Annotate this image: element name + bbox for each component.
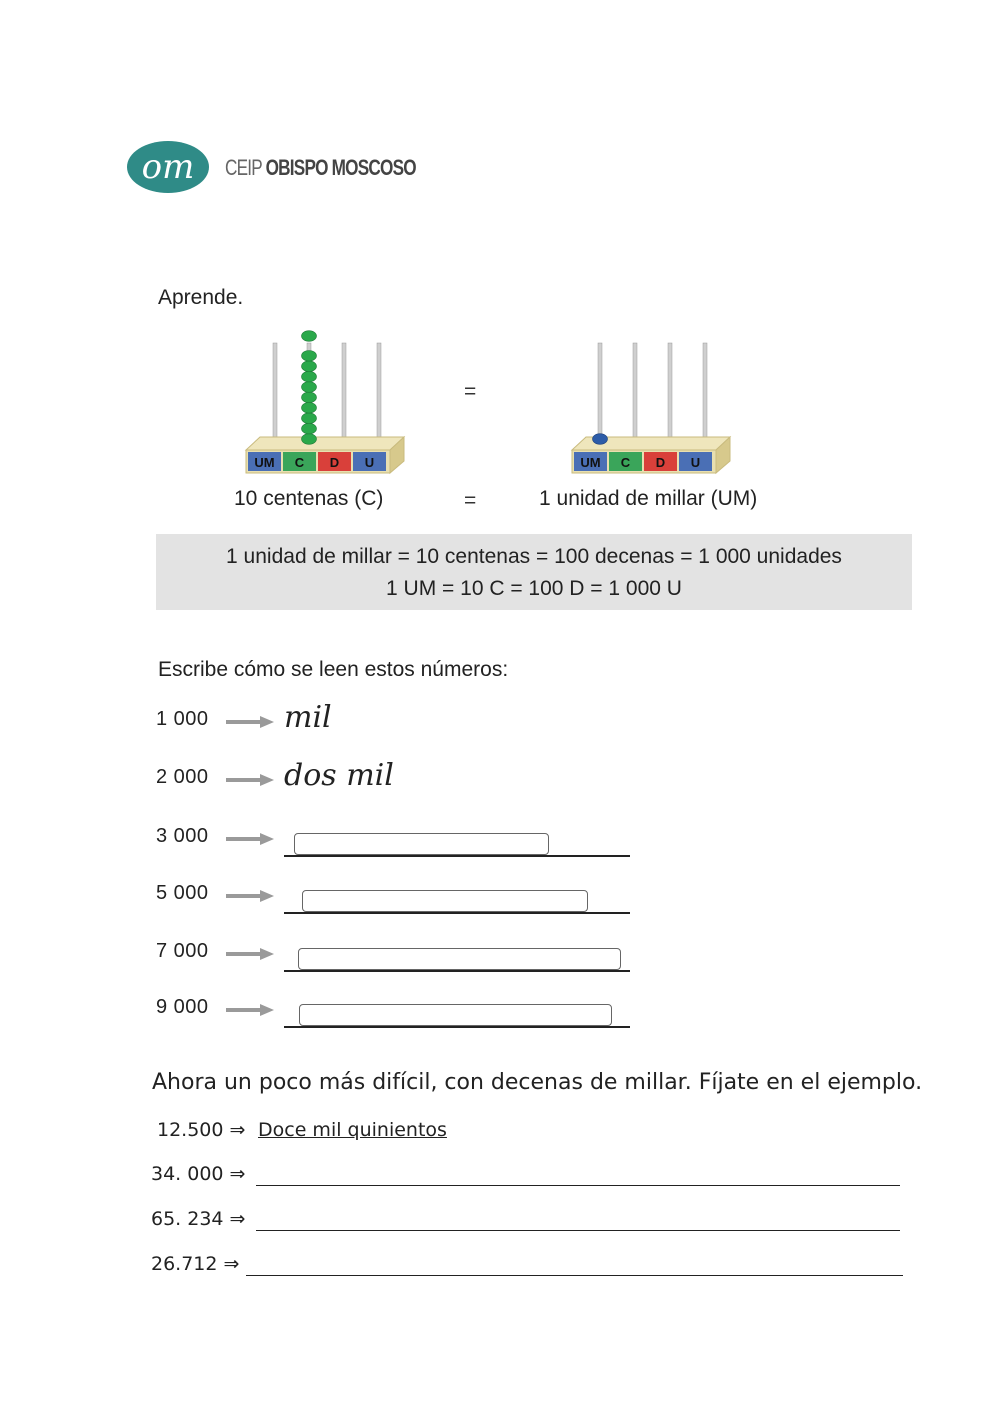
arrow-right-icon	[226, 715, 276, 729]
svg-text:UM: UM	[580, 455, 601, 470]
abacus-bead	[302, 331, 317, 342]
answer-input[interactable]	[303, 891, 587, 911]
abacus-bead	[593, 434, 608, 445]
logo-monogram: om	[141, 147, 195, 187]
abacus-right-beads	[593, 434, 608, 445]
number-value: 12.500	[157, 1119, 224, 1141]
abacus-right	[566, 325, 741, 475]
number-value: 34. 000	[151, 1163, 224, 1185]
arrow-right-icon	[226, 832, 276, 846]
abacus-bead	[302, 423, 317, 434]
abacus-bead	[302, 371, 317, 382]
learn-heading: Aprende.	[158, 286, 244, 309]
left-caption: 10 centenas (C)	[234, 487, 384, 510]
abacus-bead	[302, 434, 317, 445]
number-label	[157, 1119, 245, 1141]
arrow-right-icon	[226, 773, 276, 787]
answer-input-box[interactable]	[299, 1004, 612, 1026]
implies-arrow-icon: ⇒	[229, 1163, 246, 1185]
arrow-right-icon	[226, 947, 276, 961]
answer-underline	[284, 1026, 630, 1028]
abacus-bead	[302, 403, 317, 414]
answer-underline	[284, 855, 630, 857]
equals-sign-bottom: =	[464, 489, 477, 512]
answer-input-box[interactable]	[298, 948, 621, 970]
number-label	[151, 1163, 245, 1185]
answer-underline	[256, 1185, 900, 1186]
summary-line-1: 1 unidad de millar = 10 centenas = 100 decenas = 1 000 unidades	[226, 545, 842, 568]
school-name: CEIP OBISPO MOSCOSO	[225, 155, 416, 180]
abacus-bead	[302, 351, 317, 362]
answer-input-box[interactable]	[302, 890, 588, 912]
exercise1-heading: Escribe cómo se leen estos números:	[158, 658, 509, 681]
svg-text:C: C	[620, 455, 631, 470]
abacus-bead	[302, 413, 317, 424]
answer-input[interactable]	[300, 1005, 611, 1025]
equals-sign-top: =	[464, 380, 477, 403]
exercise2-heading: Ahora un poco más difícil, con decenas de millar. Fíjate en el ejemplo.	[152, 1070, 923, 1095]
answer-underline	[284, 970, 630, 972]
answer-input[interactable]	[299, 949, 620, 969]
number-label: 9 000	[156, 996, 209, 1018]
svg-text:C: C	[294, 455, 305, 470]
answer-input[interactable]	[256, 1161, 904, 1185]
logo-mark-icon	[126, 140, 210, 194]
arrow-right-icon	[226, 1003, 276, 1017]
answer-input[interactable]	[295, 834, 548, 854]
svg-text:U: U	[690, 455, 701, 470]
svg-text:U: U	[364, 455, 375, 470]
number-label: 5 000	[156, 882, 209, 904]
svg-text:UM: UM	[254, 455, 275, 470]
school-logo	[126, 140, 210, 199]
svg-text:D: D	[655, 455, 666, 470]
svg-text:D: D	[329, 455, 340, 470]
summary-line-2: 1 UM = 10 C = 100 D = 1 000 U	[386, 577, 682, 600]
arrow-right-icon	[226, 889, 276, 903]
number-label	[151, 1208, 245, 1230]
abacus-bead	[302, 382, 317, 393]
number-label: 7 000	[156, 940, 209, 962]
implies-arrow-icon: ⇒	[229, 1208, 246, 1230]
handwritten-answer: mil	[284, 700, 332, 735]
abacus-left	[240, 325, 415, 475]
number-label	[151, 1253, 239, 1275]
number-label: 2 000	[156, 766, 209, 788]
implies-arrow-icon: ⇒	[223, 1253, 240, 1275]
answer-input-box[interactable]	[294, 833, 549, 855]
answer-input[interactable]	[246, 1251, 907, 1275]
number-value: 26.712	[151, 1253, 218, 1275]
example-answer: Doce mil quinientos	[258, 1119, 447, 1141]
answer-input[interactable]	[256, 1206, 904, 1230]
abacus-bead	[302, 361, 317, 372]
answer-underline	[284, 912, 630, 914]
number-label: 3 000	[156, 825, 209, 847]
right-caption: 1 unidad de millar (UM)	[539, 487, 758, 510]
implies-arrow-icon: ⇒	[229, 1119, 246, 1141]
answer-underline	[246, 1275, 903, 1276]
answer-underline	[256, 1230, 900, 1231]
handwritten-answer: dos mil	[284, 758, 394, 793]
number-label: 1 000	[156, 708, 209, 730]
number-value: 65. 234	[151, 1208, 224, 1230]
abacus-bead	[302, 392, 317, 403]
